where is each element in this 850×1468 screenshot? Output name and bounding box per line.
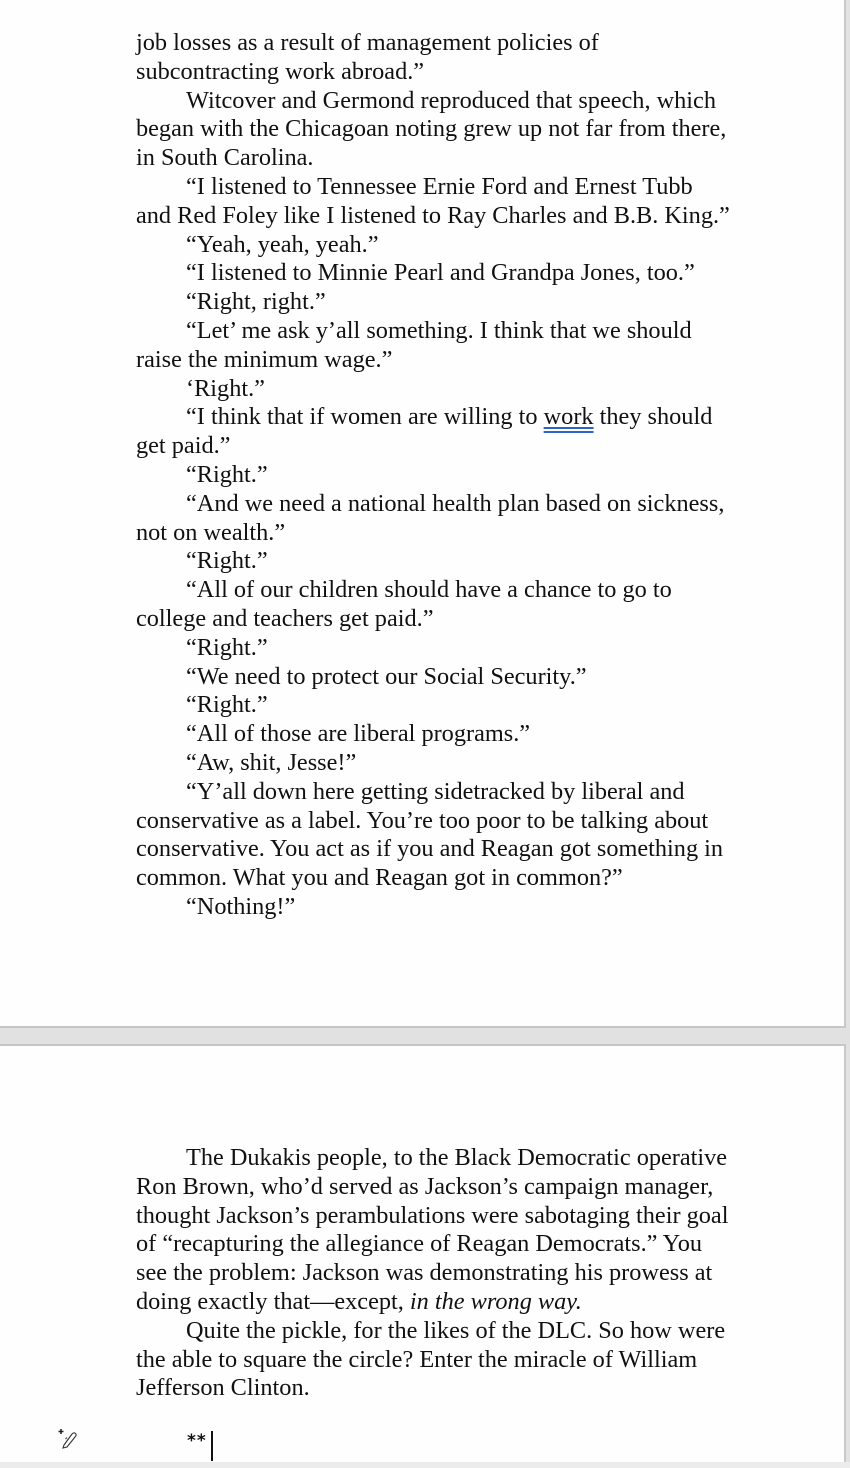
text-line: “Aw, shit, Jesse!”: [186, 748, 357, 776]
text-cursor: [211, 1431, 213, 1461]
text-line: in South Carolina.: [136, 144, 314, 172]
text-line: “Right.”: [186, 460, 268, 488]
text-line: of “recapturing the allegiance of Reagan Democrats.” You: [136, 1230, 703, 1258]
page-break-gap: [0, 1028, 850, 1044]
text-line: raise the minimum wage.”: [136, 345, 393, 373]
text-line: [136, 1288, 776, 1317]
section-break-marker: **: [187, 1431, 207, 1451]
text-line: “Nothing!”: [186, 892, 296, 920]
text-line: common. What you and Reagan got in common?”: [136, 864, 623, 892]
text-line: Jefferson Clinton.: [136, 1374, 310, 1402]
page-bottom-edge: [0, 1462, 850, 1468]
italic-segment: in the wrong way.: [409, 1287, 582, 1315]
text-line: conservative as a label. You’re too poor to be talking about: [136, 806, 709, 834]
text-line: job losses as a result of management policies of: [136, 29, 599, 56]
text-line: “Let’ me ask y’all something. I think that we should: [186, 316, 692, 344]
text-segment: “I think that if women are willing to: [186, 403, 544, 431]
text-line: get paid.”: [136, 432, 231, 460]
page-1-body-text[interactable]: [136, 29, 776, 922]
page-2-body-text[interactable]: [136, 1144, 776, 1403]
text-line: Quite the pickle, for the likes of the DLC. So how were: [186, 1316, 726, 1344]
text-line: “Right.”: [186, 633, 268, 661]
text-segment: they should: [593, 403, 713, 431]
text-line: thought Jackson’s perambulations were sabotaging their goal: [136, 1201, 729, 1229]
text-line: The Dukakis people, to the Black Democratic operative: [186, 1144, 728, 1171]
text-line: “I listened to Tennessee Ernie Ford and Ernest Tubb: [186, 172, 693, 200]
proofing-underlined-word[interactable]: work: [543, 403, 594, 431]
text-line: conservative. You act as if you and Reagan got something in: [136, 835, 724, 863]
text-line: “Right.”: [186, 547, 268, 575]
text-line: “Right.”: [186, 691, 268, 719]
text-segment: doing exactly that—except,: [136, 1287, 410, 1315]
text-line: “All of those are liberal programs.”: [186, 720, 531, 748]
text-line: see the problem: Jackson was demonstrating his prowess at: [136, 1259, 713, 1287]
text-line: subcontracting work abroad.”: [136, 57, 425, 85]
text-line: “Y’all down here getting sidetracked by liberal and: [186, 777, 685, 805]
text-line: “I listened to Minnie Pearl and Grandpa Jones, too.”: [186, 259, 695, 287]
pen-sparkle-icon[interactable]: [56, 1427, 78, 1449]
text-line: began with the Chicagoan noting grew up not far from there,: [136, 115, 727, 143]
text-line: not on wealth.”: [136, 518, 286, 546]
text-line: and Red Foley like I listened to Ray Charles and B.B. King.”: [136, 201, 730, 229]
text-line: ‘Right.”: [186, 374, 265, 402]
text-line: “And we need a national health plan based on sickness,: [186, 489, 725, 517]
text-line: “We need to protect our Social Security.”: [186, 662, 587, 690]
document-page-2: [0, 1044, 846, 1462]
text-line: Witcover and Germond reproduced that speech, which: [186, 86, 716, 114]
text-line: Ron Brown, who’d served as Jackson’s campaign manager,: [136, 1172, 714, 1200]
text-line: “All of our children should have a chance to go to: [186, 576, 672, 604]
text-line: [136, 403, 776, 432]
text-line: the able to square the circle? Enter the miracle of William: [136, 1345, 698, 1373]
text-line: “Right, right.”: [186, 288, 326, 316]
text-line: college and teachers get paid.”: [136, 604, 434, 632]
text-line: “Yeah, yeah, yeah.”: [186, 230, 379, 258]
